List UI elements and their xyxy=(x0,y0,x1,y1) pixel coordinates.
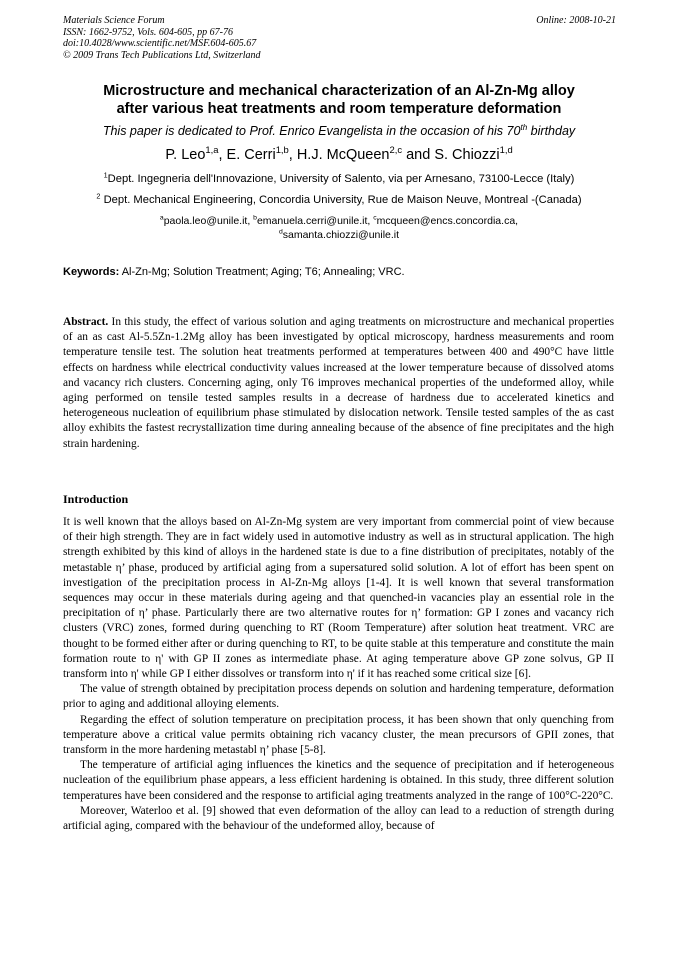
email-sup: b xyxy=(253,214,257,222)
keywords xyxy=(63,265,623,279)
paragraph: Moreover, Waterloo et al. [9] showed that even deformation of the alloy can lead to a reduction of strength during artificial aging, compared with the behaviour of the undeformed alloy, because of xyxy=(63,804,614,833)
affiliation-2 xyxy=(30,193,648,207)
keywords-label: Keywords: xyxy=(63,266,120,278)
dedication-sup: th xyxy=(520,122,528,132)
author-affil-sup: 1,a xyxy=(205,144,219,156)
email-sup: d xyxy=(278,228,283,236)
email-line-2 xyxy=(60,228,618,242)
keywords-text: Al-Zn-Mg; Solution Treatment; Aging; T6; Annealing; VRC. xyxy=(119,266,405,278)
author-sep: and xyxy=(402,147,435,163)
paper-title xyxy=(40,82,638,118)
journal-issn: ISSN: 1662-9752, Vols. 604-605, pp 67-76 xyxy=(63,26,233,38)
author-name: H.J. McQueen xyxy=(296,147,390,163)
section-heading-introduction: Introduction xyxy=(63,492,129,506)
abstract-label: Abstract. xyxy=(63,316,109,328)
dedication-end: birthday xyxy=(527,124,576,138)
journal-header xyxy=(63,15,616,61)
title-line-1: Microstructure and mechanical characterization of an Al-Zn-Mg alloy xyxy=(103,83,575,99)
affiliation-sup: 1 xyxy=(103,170,108,180)
affiliation-sup: 2 xyxy=(96,191,101,201)
email-list xyxy=(60,214,618,242)
journal-copyright: © 2009 Trans Tech Publications Ltd, Switzerland xyxy=(63,49,261,61)
paragraph: The temperature of artificial aging influences the kinetics and the sequence of precipitation and if heterogeneous nucleation of the equilibrium phase appears, a less efficient hardening is obtained. In this study, three different solution temperatures have been considered and the response to artificial aging treatments analyzed in the range of 100°C-220°C. xyxy=(63,759,614,802)
online-date: Online: 2008-10-21 xyxy=(536,15,616,26)
author-affil-sup: 1,b xyxy=(275,144,289,156)
author-name: P. Leo xyxy=(165,147,206,163)
email-address: mcqueen@encs.concordia.ca, xyxy=(376,215,519,227)
journal-name: Materials Science Forum xyxy=(63,15,165,26)
abstract-text: In this study, the effect of various solution and aging treatments on microstructure and mechanical properties of an as cast Al-5.5Zn-1.2Mg alloy has been investigated by optical microscopy, hardness measurements and room temperature tensile test. The solution heat treatments performed at temperatures between 400 and 490°C have little effects on hardness while electrical conductivity values increased at the lower temperature because of dissolved atoms and vacancy rich clusters. Concerning aging, only T6 improves mechanical properties of the undeformed alloy, while aging performed on tensile tested samples results in a decrease of hardness due to accelerated kinetics and heterogeneous nucleation of equilibrium phase stimulated by dislocation network. Tensile tested samples of the as cast alloy exhibits the fastest recrystallization time during annealing because of the absence of fine precipitates and the high strain hardening. xyxy=(63,316,614,450)
dedication xyxy=(30,123,648,139)
author-affil-sup: 1,d xyxy=(499,144,513,156)
affiliation-text: Dept. Ingegneria dell'Innovazione, University of Salento, via per Arnesano, 73100-Lecce (Italy) xyxy=(107,173,575,185)
author-sep: , xyxy=(288,147,297,163)
paragraph: Regarding the effect of solution temperature on precipitation process, it has been shown that only quenching from temperature above a critical value permits obtaining rich vacancy cluster, the mean precursors of GPII zones, that transform in the more hardening metastabl η’ phase [5-8]. xyxy=(63,713,614,757)
email-line-1 xyxy=(60,214,618,228)
introduction-body xyxy=(63,515,614,834)
email-address: paola.leo@unile.it, xyxy=(163,215,254,227)
paragraph: It is well known that the alloys based on Al-Zn-Mg system are very important from commercial point of view because of their high strength. They are in fact widely used in automotive industry as well as in structural application. The high strength exhibited by this kind of alloys in the hardened state is due to a fine distribution of precipitates, notably of the metastable η’ phase, produced by artificial aging from a supersatured solid solution. A lot of effort has been spent on investigation of the precipitation process in Al-Zn-Mg alloys [1-4]. It is well known that several transformation sequences may occur in these materials during ageing and that quenched-in vacancies play an essential role in the precipitation of η’ phase. Particularly there are two alternative routes for η’ formation: GP I zones and vacancy rich clusters (VRC) zones, formed during quenching to RT (Room Temperature) after solution heat treatment. VRC are thought to be formed either after or during quenching to RT, to be quite stable at this temperature and constitute the main formation route to η' with GP II zones as intermediate phase. At aging temperature above GP zone solvus, GP II transform into η' while GP I either dissolves or transform into η' if it has reached some critical size [6]. xyxy=(63,516,614,681)
dedication-text: This paper is dedicated to Prof. Enrico Evangelista in the occasion of his 70 xyxy=(102,124,521,138)
title-line-2: after various heat treatments and room temperature deformation xyxy=(116,101,562,117)
affiliation-1 xyxy=(30,172,648,186)
author-name: E. Cerri xyxy=(226,147,276,163)
email-address: emanuela.cerri@unile.it, xyxy=(256,215,374,227)
journal-doi: doi:10.4028/www.scientific.net/MSF.604-605.67 xyxy=(63,38,257,49)
abstract xyxy=(63,315,614,452)
author-sep: , xyxy=(218,147,227,163)
email-address: samanta.chiozzi@unile.it xyxy=(282,229,400,241)
author-list xyxy=(30,146,648,164)
author-affil-sup: 2,c xyxy=(389,144,403,156)
affiliation-text: Dept. Mechanical Engineering, Concordia University, Rue de Maison Neuve, Montreal -(Canada) xyxy=(100,194,582,206)
email-sup: c xyxy=(373,214,377,222)
email-sup: a xyxy=(159,214,164,222)
paragraph: The value of strength obtained by precipitation process depends on solution and hardening temperature, deformation prior to aging and additional alloying elements. xyxy=(63,683,614,711)
author-name: S. Chiozzi xyxy=(434,147,500,163)
